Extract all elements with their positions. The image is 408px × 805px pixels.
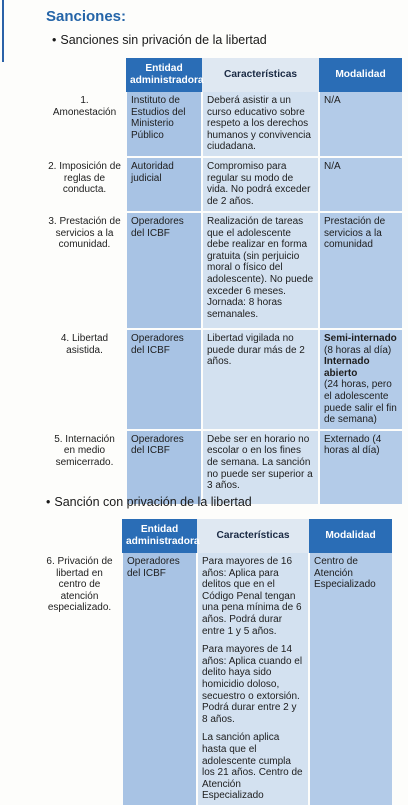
subtitle-sin-privacion (52, 33, 267, 47)
row-modalidad (319, 329, 402, 430)
bullet: • (52, 33, 57, 47)
row-sancion: 4. Libertad asistida. (44, 329, 126, 430)
row-modalidad: Prestación de servicios a la comunidad (319, 212, 402, 329)
subtitle-text: Sanciones sin privación de la libertad (60, 33, 267, 47)
table-row (44, 92, 402, 157)
row-sancion: 2. Imposición de reglas de conducta. (44, 157, 126, 212)
row-modalidad: N/A (319, 157, 402, 212)
row-modalidad: Externado (4 horas al día) (319, 430, 402, 504)
row-entidad: Autoridad judicial (126, 157, 202, 212)
table-row (44, 329, 402, 430)
row-caracteristicas: Compromiso para regular su modo de vida. No podrá exceder de 2 años. (202, 157, 319, 212)
row-caracteristicas: Deberá asistir a un curso educativo sobre respeto a los derechos humanos y convivencia ciudadana. (202, 92, 319, 157)
row-sancion: 1. Amonestación (44, 92, 126, 157)
modalidad-abierto-label: Internado abierto (324, 356, 370, 379)
caracteristicas-parrafo-2: Para mayores de 14 años: Aplica cuando el delito haya sido homicidio doloso, secuestro o extorsión. Podrá durar entre 2 y 8 años. (202, 644, 303, 725)
row-sancion: 5. Internación en medio semicerrado. (44, 430, 126, 504)
subtitle-text: Sanción con privación de la libertad (54, 495, 252, 509)
sanciones-sin-privacion-table (44, 58, 402, 504)
header-caracteristicas: Características (197, 519, 309, 553)
row-sancion: 3. Prestación de servicios a la comunidad. (44, 212, 126, 329)
header-entidad: Entidad administradora (126, 58, 202, 92)
row-sancion: 6. Privación de libertad en centro de atención especializado. (38, 553, 122, 805)
row-caracteristicas (197, 553, 309, 805)
sancion-con-privacion-table (38, 519, 392, 805)
header-entidad: Entidad administradora (122, 519, 197, 553)
table-row (44, 430, 402, 504)
header-empty (44, 58, 126, 92)
bullet: • (46, 495, 51, 509)
row-entidad: Operadores del ICBF (126, 430, 202, 504)
row-entidad: Operadores del ICBF (122, 553, 197, 805)
row-modalidad: N/A (319, 92, 402, 157)
modalidad-semi-text: (8 horas al día) (324, 344, 392, 356)
row-entidad: Instituto de Estudios del Ministerio Público (126, 92, 202, 157)
subtitle-con-privacion (46, 495, 252, 509)
header-empty (38, 519, 122, 553)
row-caracteristicas: Debe ser en horario no escolar o en los fines de semana. La sanción no puede ser superior a 3 años. (202, 430, 319, 504)
row-modalidad: Centro de Atención Especializado (309, 553, 392, 805)
header-modalidad: Modalidad (309, 519, 392, 553)
table-row (44, 157, 402, 212)
table-row (44, 212, 402, 329)
caracteristicas-parrafo-1: Para mayores de 16 años: Aplica para delitos que en el Código Penal tengan una pena mínima de 6 años. Podrá durar entre 1 y 5 años. (202, 556, 302, 637)
section-title: Sanciones: (46, 8, 127, 25)
table-row (38, 553, 392, 805)
row-caracteristicas: Realización de tareas que el adolescente debe realizar en forma gratuita (sin perjuicio moral o físico del adolescente). No puede exceder 6 meses. Jornada: 8 horas semanales. (202, 212, 319, 329)
row-caracteristicas: Libertad vigilada no puede durar más de 2 años. (202, 329, 319, 430)
row-entidad: Operadores del ICBF (126, 212, 202, 329)
modalidad-abierto-text: (24 horas, pero el adolescente puede salir el fin de semana) (324, 379, 397, 426)
caracteristicas-parrafo-3: La sanción aplica hasta que el adolescente cumpla los 21 años. Centro de Atención Especializado (202, 732, 303, 802)
row-entidad: Operadores del ICBF (126, 329, 202, 430)
modalidad-semi-label: Semi-internado (324, 332, 397, 344)
header-modalidad: Modalidad (319, 58, 402, 92)
page-edge-marker (2, 0, 4, 62)
header-caracteristicas: Características (202, 58, 319, 92)
